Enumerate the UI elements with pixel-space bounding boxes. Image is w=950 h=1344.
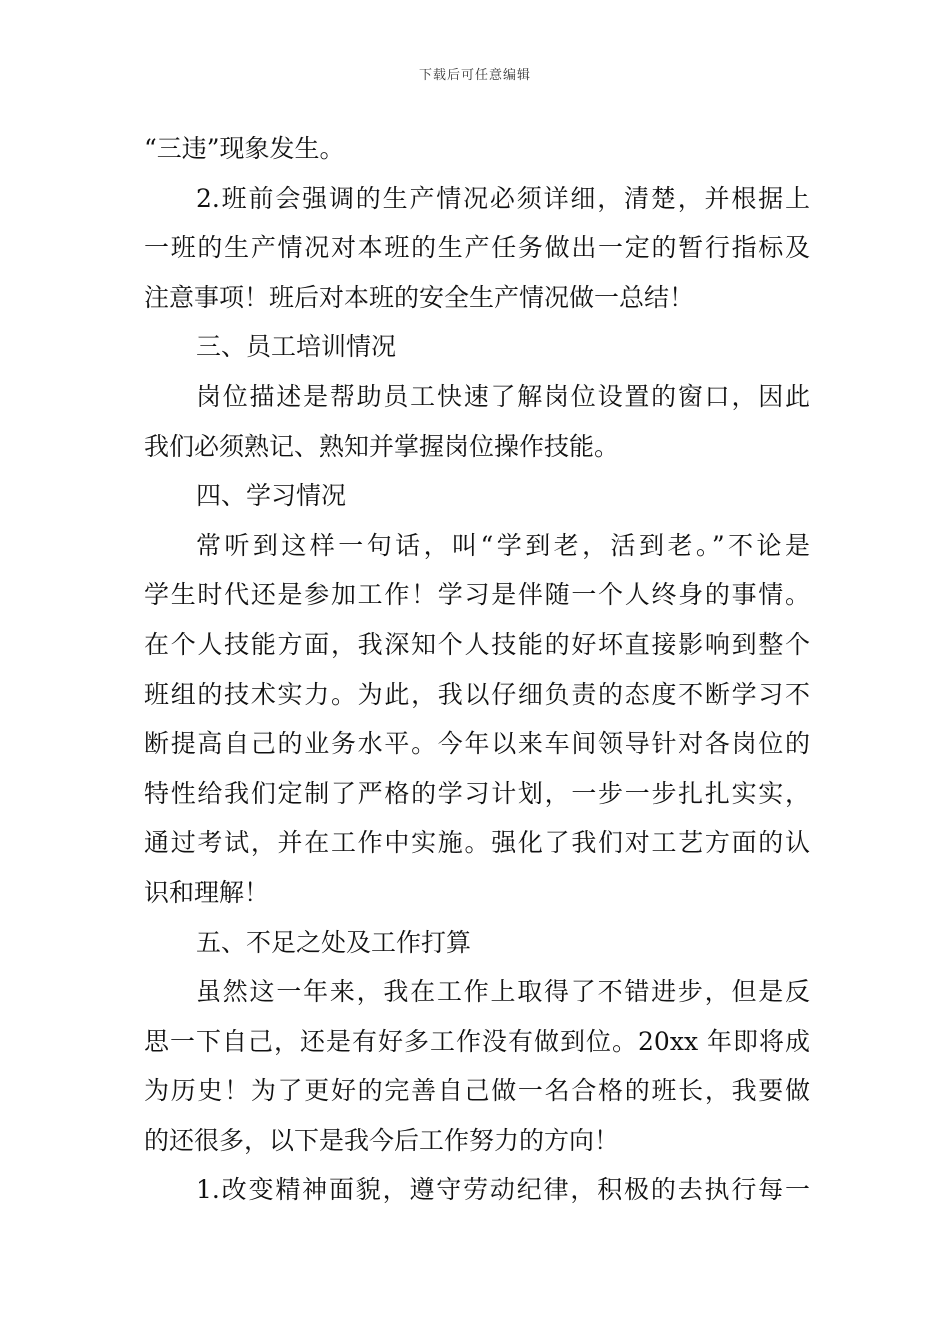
text-line: 岗位描述是帮助员工快速了解岗位设置的窗口，因此 [196, 381, 810, 411]
text-line: 通过考试，并在工作中实施。强化了我们对工艺方面的认 [144, 828, 810, 858]
document-body [144, 124, 810, 1215]
text-line: 注意事项！班后对本班的安全生产情况做一总结！ [144, 282, 695, 312]
section-heading: 三、员工培训情况 [196, 332, 397, 362]
text-line: 学生时代还是参加工作！学习是伴随一个人终身的事情。 [144, 580, 810, 610]
text-line: 一班的生产情况对本班的生产任务做出一定的暂行指标及 [144, 233, 810, 263]
text-line: 思一下自己，还是有好多工作没有做到位。20xx 年即将成 [144, 1026, 810, 1056]
text-line: 识和理解！ [144, 877, 270, 907]
text-line: 常听到这样一句话，叫“学到老，活到老。”不论是 [196, 530, 810, 560]
page-header: 下载后可任意编辑 [418, 68, 531, 83]
text-line: 虽然这一年来，我在工作上取得了不错进步，但是反 [196, 977, 810, 1007]
text-line: 1.改变精神面貌，遵守劳动纪律，积极的去执行每一 [196, 1175, 810, 1205]
text-line: 为历史！为了更好的完善自己做一名合格的班长，我要做 [144, 1076, 810, 1106]
text-line: 在个人技能方面，我深知个人技能的好坏直接影响到整个 [144, 629, 810, 659]
text-line: 班组的技术实力。为此，我以仔细负责的态度不断学习不 [144, 679, 810, 709]
section-heading: 五、不足之处及工作打算 [196, 927, 472, 957]
section-heading: 四、学习情况 [196, 481, 347, 511]
text-line: 特性给我们定制了严格的学习计划，一步一步扎扎实实， [144, 778, 810, 808]
text-line: 的还很多，以下是我今后工作努力的方向！ [144, 1125, 620, 1155]
text-line: “三违”现象发生。 [144, 134, 345, 163]
text-line: 2.班前会强调的生产情况必须详细，清楚，并根据上 [196, 183, 810, 213]
text-line: 断提高自己的业务水平。今年以来车间领导针对各岗位的 [144, 729, 810, 759]
text-line: 我们必须熟记、熟知并掌握岗位操作技能。 [144, 431, 620, 461]
